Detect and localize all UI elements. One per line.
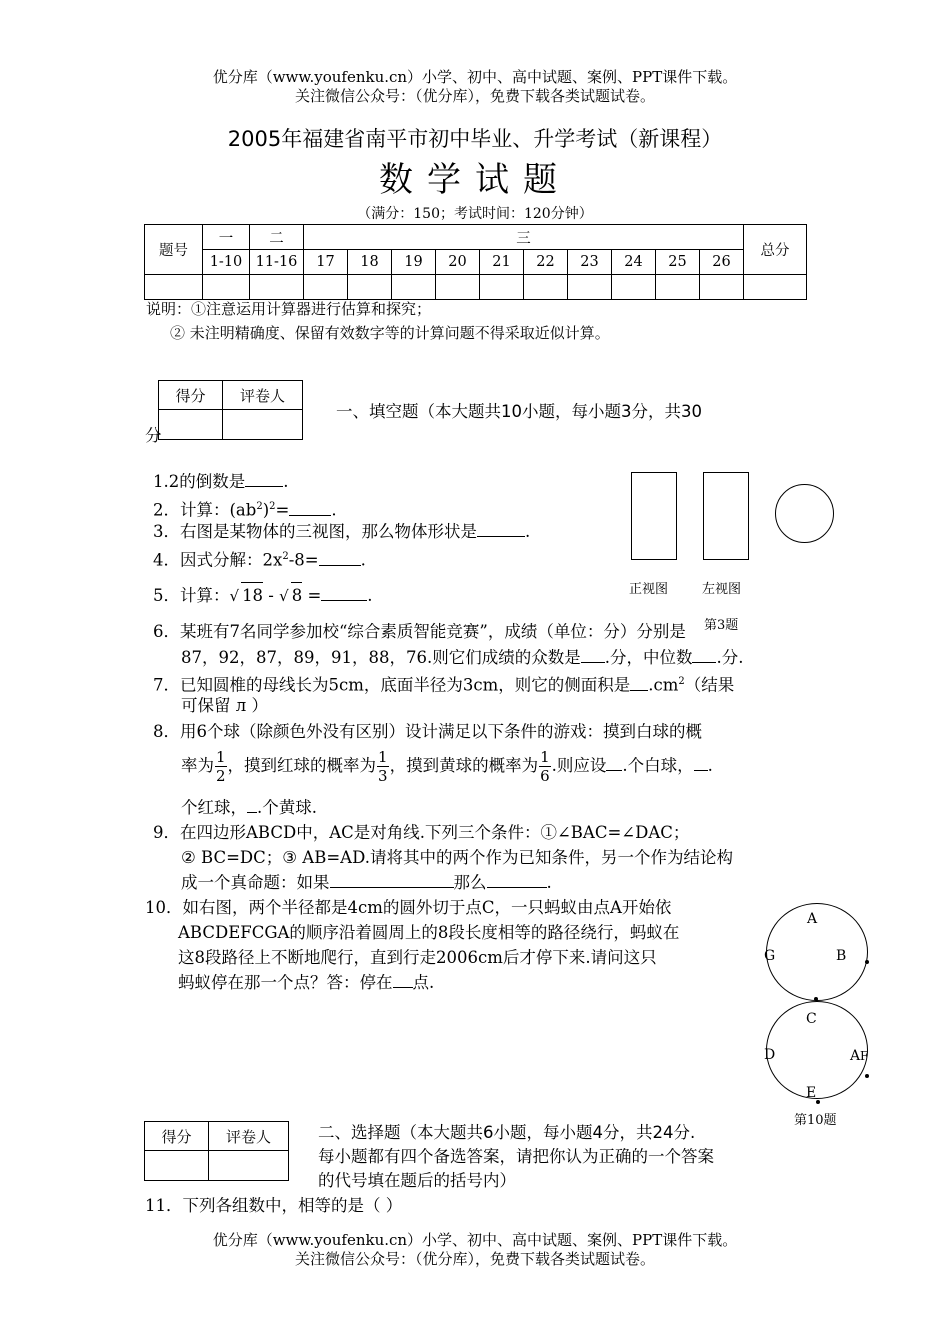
question-8-line-3: 个红球， .个黄球.: [181, 798, 317, 817]
answer-blank[interactable]: [289, 515, 331, 516]
side-view-label: 左视图: [702, 582, 742, 597]
grade-score-cell[interactable]: [145, 1151, 209, 1181]
question-2: 2．计算：$(ab^2)^2=$ .: [153, 500, 337, 520]
point-a-label: A: [807, 911, 818, 927]
grade-score-label: 得分: [159, 381, 223, 410]
note-2: ② 未注明精确度、保留有效数字等的计算问题不得采取近似计算。: [170, 324, 610, 342]
score-cell[interactable]: [744, 275, 807, 300]
question-4: 4．因式分解：$2x^2-8=$ .: [153, 550, 366, 570]
answer-blank[interactable]: [319, 565, 361, 566]
point-e-label: E: [806, 1085, 817, 1101]
score-cell[interactable]: [524, 275, 568, 300]
question-10-line-2: ABCDEFCGA的顺序沿着圆周上的8段长度相等的路径绕行，蚂蚁在: [178, 923, 680, 942]
col-22: 22: [524, 250, 568, 275]
question-3: 3．右图是某物体的三视图，那么物体形状是 .: [153, 522, 531, 541]
col-20: 20: [436, 250, 480, 275]
score-cell[interactable]: [250, 275, 304, 300]
question-8-line-1: 8．用6个球（除颜色外没有区别）设计满足以下条件的游戏：摸到白球的概: [153, 722, 702, 741]
fraction-sixth: $\frac{1}{6}$: [540, 748, 550, 785]
question-5: 5．计算：√ 18 - √ 8 = .: [153, 582, 373, 609]
fraction-half: $\frac{1}{2}$: [216, 748, 226, 785]
question-6-line-1: 6．某班有7名同学参加校“综合素质智能竞赛”，成绩（单位：分）分别是: [153, 622, 686, 641]
question-10-line-1: 10．如右图，两个半径都是4cm的圆外切于点C，一只蚂蚁由点A开始依: [145, 898, 672, 917]
point-d-label: D: [764, 1047, 776, 1063]
side-view-rect: [703, 472, 749, 560]
answer-blank[interactable]: [247, 812, 257, 813]
score-cell[interactable]: [656, 275, 700, 300]
col-26: 26: [700, 250, 744, 275]
section2-title-line-3: 的代号填在题后的括号内）: [318, 1171, 516, 1190]
col-11-16: 11-16: [250, 250, 304, 275]
front-view-rect: [631, 472, 677, 560]
subject-title: 数学试题: [379, 160, 571, 200]
col-24: 24: [612, 250, 656, 275]
point-dot: [814, 997, 818, 1001]
answer-blank[interactable]: [606, 770, 622, 771]
col-21: 21: [480, 250, 524, 275]
col-17: 17: [304, 250, 348, 275]
point-a2-label: A: [850, 1048, 861, 1064]
grade-grader-label: 评卷人: [223, 381, 303, 410]
grade-grader-cell[interactable]: [223, 410, 303, 440]
question-9-line-3: 成一个真命题：如果 那么 .: [181, 873, 552, 892]
question-7-line-2: 可保留 л ）: [181, 696, 268, 715]
score-cell[interactable]: [568, 275, 612, 300]
question-11: 11．下列各组数中，相等的是（ ）: [145, 1196, 403, 1215]
front-view-label: 正视图: [629, 582, 669, 597]
section1-title-tail: 分: [145, 426, 162, 445]
col-23: 23: [568, 250, 612, 275]
question-9-line-1: 9．在四边形ABCD中，AC是对角线.下列三个条件：①∠BAC=∠DAC；: [153, 823, 690, 842]
score-table: [144, 224, 807, 300]
score-cell[interactable]: [392, 275, 436, 300]
answer-blank[interactable]: [321, 600, 367, 601]
point-f-label: F: [860, 1049, 869, 1063]
point-c-label: C: [806, 1011, 817, 1027]
group-2: 二: [250, 225, 304, 250]
col-25: 25: [656, 250, 700, 275]
point-b-label: B: [836, 948, 847, 964]
point-dot: [816, 1100, 820, 1104]
answer-blank[interactable]: [694, 770, 708, 771]
answer-blank[interactable]: [477, 536, 525, 537]
grade-grader-cell[interactable]: [209, 1151, 289, 1181]
grade-score-label: 得分: [145, 1122, 209, 1151]
col-18: 18: [348, 250, 392, 275]
grade-grader-label: 评卷人: [209, 1122, 289, 1151]
question-7-line-1: 7．已知圆椎的母线长为5cm，底面半径为3cm，则它的侧面积是 $.cm^2$（结果: [153, 675, 735, 695]
score-cell[interactable]: [436, 275, 480, 300]
score-cell[interactable]: [700, 275, 744, 300]
point-g-label: G: [764, 948, 776, 964]
col-1-10: 1-10: [203, 250, 250, 275]
header-line-1: 优分库（www.youfenku.cn）小学、初中、高中试题、案例、PPT课件下载。: [212, 68, 738, 86]
answer-blank[interactable]: [630, 690, 648, 691]
answer-blank[interactable]: [692, 662, 716, 663]
fraction-third: $\frac{1}{3}$: [378, 748, 388, 785]
top-view-circle: [775, 484, 834, 543]
answer-blank[interactable]: [393, 987, 413, 988]
question-10-line-4: 蚂蚁停在那一个点？答：停在 点.: [178, 973, 435, 992]
score-cell[interactable]: [304, 275, 348, 300]
question-10-line-3: 这8段路径上不断地爬行，直到行走2006cm后才停下来.请问这只: [178, 948, 657, 967]
group-1: 一: [203, 225, 250, 250]
score-cell[interactable]: [203, 275, 250, 300]
score-table-label: 题号: [145, 225, 203, 275]
grade-box-1: [158, 380, 303, 440]
exam-info: （满分：150；考试时间：120分钟）: [357, 206, 593, 222]
answer-blank[interactable]: [245, 486, 283, 487]
section2-title-line-2: 每小题都有四个备选答案，请把你认为正确的一个答案: [318, 1147, 714, 1166]
header-line-2: 关注微信公众号：（优分库），免费下载各类试题试卷。: [294, 87, 655, 105]
footer-line-2: 关注微信公众号：（优分库），免费下载各类试题试卷。: [294, 1250, 655, 1268]
question-1: 1.2的倒数是 .: [153, 472, 289, 491]
figure-10-caption: 第10题: [794, 1113, 837, 1128]
col-19: 19: [392, 250, 436, 275]
point-dot: [865, 1074, 869, 1078]
note-1: 说明：①注意运用计算器进行估算和探究；: [146, 300, 432, 318]
footer-line-1: 优分库（www.youfenku.cn）小学、初中、高中试题、案例、PPT课件下载。: [212, 1231, 738, 1249]
answer-blank[interactable]: [330, 887, 454, 888]
exam-title: 2005年福建省南平市初中毕业、升学考试（新课程）: [227, 127, 723, 151]
question-8-line-2: 率为 $\frac{1}{2}$ ，摸到红球的概率为 $\frac{1}{3}$ ，摸到黄球的概率为 $\frac{1}{6}$ .则应设 .个白球， .: [181, 748, 713, 785]
point-dot: [865, 960, 869, 964]
score-cell[interactable]: [612, 275, 656, 300]
question-9-line-2: ② BC=DC；③ AB=AD.请将其中的两个作为已知条件，另一个作为结论构: [181, 848, 733, 867]
grade-box-2: [144, 1121, 289, 1181]
answer-blank[interactable]: [487, 887, 547, 888]
grade-score-cell[interactable]: [159, 410, 223, 440]
section2-title-line-1: 二、选择题（本大题共6小题，每小题4分，共24分.: [318, 1123, 696, 1142]
section1-title: 一、填空题（本大题共10小题，每小题3分，共30: [336, 402, 702, 421]
score-cell[interactable]: [145, 275, 203, 300]
total-label: 总分: [744, 225, 807, 275]
figure-3-caption: 第3题: [704, 618, 739, 633]
answer-blank[interactable]: [581, 662, 605, 663]
score-cell[interactable]: [480, 275, 524, 300]
group-3: 三: [304, 225, 744, 250]
score-cell[interactable]: [348, 275, 392, 300]
question-6-line-2: 87，92，87，89，91，88，76.则它们成绩的众数是 .分，中位数 .分.: [181, 648, 744, 667]
